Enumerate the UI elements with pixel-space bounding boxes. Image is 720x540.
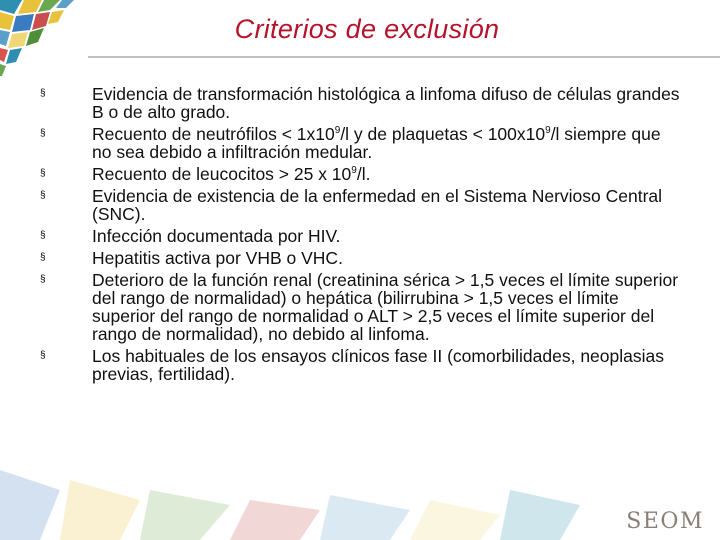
bullet-icon [40,89,47,99]
seom-logo: SEOM [626,509,704,534]
item-text: Los habituales de los ensayos clínicos fase II (comorbilidades, neoplasias previas, fertilidad). [92,346,664,384]
bullet-icon [40,169,47,179]
bullet-icon [40,253,47,263]
item-text: Recuento de leucocitos > 25 x $10^9/l$. [92,164,371,184]
list-item [40,271,680,343]
item-text: Evidencia de transformación histológica a linfoma difuso de células grandes B o de alto grado. [92,84,680,122]
exponent: 9 [351,165,357,176]
title-divider [88,56,720,58]
list-item [40,249,680,267]
list-item [40,85,680,121]
item-text: Infección documentada por HIV. [92,226,341,246]
bullet-icon [40,191,47,201]
bullet-icon [40,275,47,285]
mosaic-bottom-decoration [0,430,720,540]
list-item [40,187,680,223]
bullet-icon [40,231,47,241]
bullet-icon [40,351,47,361]
item-text: Evidencia de existencia de la enfermedad en el Sistema Nervioso Central (SNC). [92,186,663,224]
item-text: Recuento de neutrófilos < $1x10^9/l$ y de plaquetas < $100x10^9/l$ siempre que no sea debido a infiltración medular. [92,124,661,162]
exclusion-criteria-list [40,85,680,387]
list-item [40,227,680,245]
item-text: Deterioro de la función renal (creatinina sérica > 1,5 veces el límite superior del rango de normalidad) o hepática (bilirrubina > 1,5 veces el límite superior del rango de normalidad o ALT > 2,5 veces el límite superior del rango de normalidad), no debido al linfoma. [92,270,679,344]
bullet-icon [40,129,47,139]
item-text: Hepatitis activa por VHB o VHC. [92,248,343,268]
list-item [40,125,680,161]
exponent: 9 [334,125,341,136]
list-item [40,165,680,183]
list-item [40,347,680,383]
slide-title: Criterios de exclusión [234,14,500,44]
exponent: 9 [545,125,551,136]
